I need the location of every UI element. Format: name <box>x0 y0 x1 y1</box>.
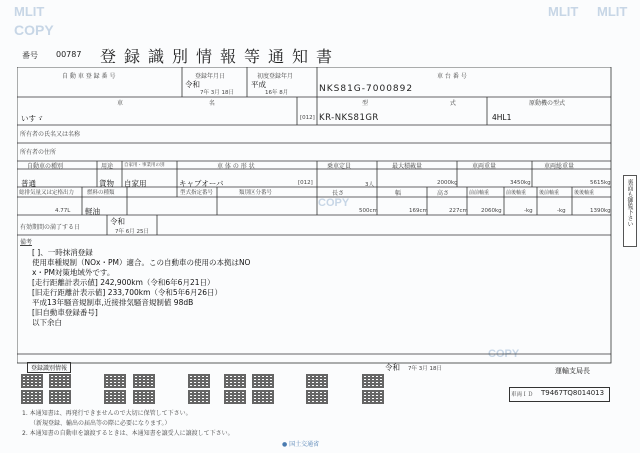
first-reg-era: 平成 <box>251 80 266 89</box>
qr-code <box>306 390 328 404</box>
header-vehicle-kind: 自動車の種別 <box>27 163 64 170</box>
remarks-line: 以下余白 <box>32 318 62 327</box>
expiry-date: 7年 6月 25日 <box>115 229 149 235</box>
registration-table <box>17 67 612 364</box>
qr-code <box>362 374 384 388</box>
header-max-load: 最大積載量 <box>392 163 423 170</box>
header-chassis-number: 車 台 番 号 <box>437 73 467 80</box>
expiry-era: 令和 <box>110 217 125 226</box>
table-grid <box>17 67 612 364</box>
footer-ministry <box>282 439 319 448</box>
length: 500cm <box>359 208 378 214</box>
header-reg-date: 登録年月日 <box>195 73 226 80</box>
watermark-copy-bottom: COPY <box>488 348 520 360</box>
qr-code <box>224 390 246 404</box>
rear-rear-axle-weight: 1390kg <box>590 208 611 214</box>
side-tab-text: 裏面も御覧下さい <box>626 179 633 227</box>
vehicle-purpose: 自家用 <box>124 179 147 188</box>
remarks-line: [旧自動車登録番号] <box>32 308 98 317</box>
remarks-line: x・PM対策地域外です。 <box>32 268 115 277</box>
watermark-copy-left: COPY <box>14 22 54 38</box>
remarks-line: [旧走行距離計表示値] 233,700km（令和5年6月26日） <box>32 288 222 297</box>
header-front-front-axle: 前前軸重 <box>469 190 490 196</box>
remarks-line: [ ]、一時抹消登録 <box>32 248 93 257</box>
vehicle-model: KR-NKS81GR <box>319 113 379 123</box>
body-shape: キャブオーバ <box>179 179 224 188</box>
side-tab <box>623 175 637 247</box>
header-vehicle-name: 車 名 <box>117 100 257 107</box>
vehicle-id-label: 車両ＩＤ <box>511 392 534 398</box>
header-width: 幅 <box>395 190 402 197</box>
watermark-copy-mid: COPY <box>318 197 350 209</box>
rear-front-axle-weight: -kg <box>557 208 566 214</box>
remarks-line: [走行距離計表示値] 242,900km（令和6年6月21日） <box>32 278 215 287</box>
header-rear-rear-axle: 後後軸重 <box>574 190 595 196</box>
header-fuel: 燃料の種類 <box>87 190 115 196</box>
watermark-mlit-right2: MLIT <box>597 4 628 19</box>
note-line: 2. 本通知書の自動車を譲渡するときは、本通知書を譲受人に譲渡して下さい。 <box>22 430 234 437</box>
header-length: 長さ <box>332 190 345 197</box>
header-first-reg: 初度登録年月 <box>257 73 294 80</box>
chassis-number: NKS81G-7000892 <box>319 84 414 94</box>
owner-address-label: 所有者の住所 <box>20 149 57 156</box>
issue-date-era: 令和 <box>385 363 400 372</box>
owner-name-label: 所有者の氏名又は名称 <box>20 131 81 138</box>
body-shape-code: [012] <box>298 180 313 186</box>
vehicle-kind: 普通 <box>21 179 36 188</box>
first-reg-date: 16年 8月 <box>265 90 289 96</box>
header-category-number: 類別区分番号 <box>239 190 273 196</box>
displacement: 4.77L <box>55 208 71 214</box>
header-height: 高さ <box>437 190 450 197</box>
qr-code <box>49 390 71 404</box>
qr-code <box>252 374 274 388</box>
vehicle-id: T9467TQ8014013 <box>541 389 605 397</box>
remarks-label: 備考 <box>20 239 33 246</box>
expiry-label: 有効期間の満了する日 <box>20 224 81 231</box>
header-body-shape: 車 体 の 形 状 <box>217 163 255 170</box>
header-purpose: 自家用・事業用の別 <box>124 163 165 168</box>
engine-model: 4HL1 <box>492 113 512 122</box>
issue-date: 7年 3月 18日 <box>408 366 442 372</box>
ministry-logo-icon: ● <box>282 441 288 448</box>
fuel-type: 軽油 <box>85 207 100 216</box>
document-title: 登録識別情報等通知書 <box>100 47 341 66</box>
width: 169cm <box>409 208 428 214</box>
qr-code <box>21 374 43 388</box>
qr-code <box>188 374 210 388</box>
gross-weight: 5615kg <box>590 180 611 186</box>
header-displacement: 総排気量又は定格出力 <box>19 190 75 196</box>
header-use: 用途 <box>101 163 114 170</box>
note-line: 1. 本通知書は、再発行できませんので大切に保管して下さい。 <box>22 410 192 417</box>
watermark-mlit-left: MLIT <box>14 4 45 19</box>
header-gross-weight: 車両総重量 <box>544 163 575 170</box>
footer-ministry-text: 国土交通省 <box>289 441 320 448</box>
watermark-mlit-right: MLIT <box>548 4 579 19</box>
header-front-rear-axle: 前後軸重 <box>506 190 527 196</box>
height: 227cm <box>449 208 468 214</box>
qr-code <box>362 390 384 404</box>
header-model: 型 式 <box>362 100 496 107</box>
header-type-number: 型式指定番号 <box>180 190 214 196</box>
vehicle-use: 貨物 <box>99 179 114 188</box>
qr-code <box>133 390 155 404</box>
registration-id-label: 登録識別情報 <box>27 362 71 373</box>
header-capacity: 乗車定員 <box>327 163 352 170</box>
qr-code <box>49 374 71 388</box>
max-load: 2000kg <box>437 180 458 186</box>
qr-code <box>104 390 126 404</box>
qr-code <box>188 390 210 404</box>
serial-label: 番号 <box>22 51 38 60</box>
reg-date: 7年 3月 18日 <box>200 90 234 96</box>
header-rear-front-axle: 後前軸重 <box>539 190 560 196</box>
issuer: 運輸支局長 <box>555 367 590 375</box>
serial-number: 00787 <box>56 50 82 59</box>
reg-date-era: 令和 <box>185 80 200 89</box>
qr-code <box>104 374 126 388</box>
qr-code <box>252 390 274 404</box>
qr-code <box>21 390 43 404</box>
vehicle-weight: 3450kg <box>510 180 531 186</box>
header-reg-number: 自 動 車 登 録 番 号 <box>62 73 116 80</box>
vehicle-make: いすゞ <box>21 114 44 123</box>
front-front-axle-weight: 2060kg <box>481 208 502 214</box>
model-code: [012] <box>300 115 315 121</box>
header-engine-model: 原動機の型式 <box>529 100 566 107</box>
header-vehicle-weight: 車両重量 <box>472 163 497 170</box>
qr-code <box>306 374 328 388</box>
capacity: 3人 <box>365 182 374 188</box>
front-rear-axle-weight: -kg <box>524 208 533 214</box>
qr-code <box>224 374 246 388</box>
remarks-line: 平成13年騒音規制車,近接排気騒音規制値 98dB <box>32 298 194 307</box>
note-line: （新規登録、輸出の届出等の際に必要になります。） <box>30 420 171 427</box>
qr-code <box>133 374 155 388</box>
remarks-line: 使用車種規制（NOx・PM）適合。この自動車の使用の本拠はNO <box>32 258 251 267</box>
